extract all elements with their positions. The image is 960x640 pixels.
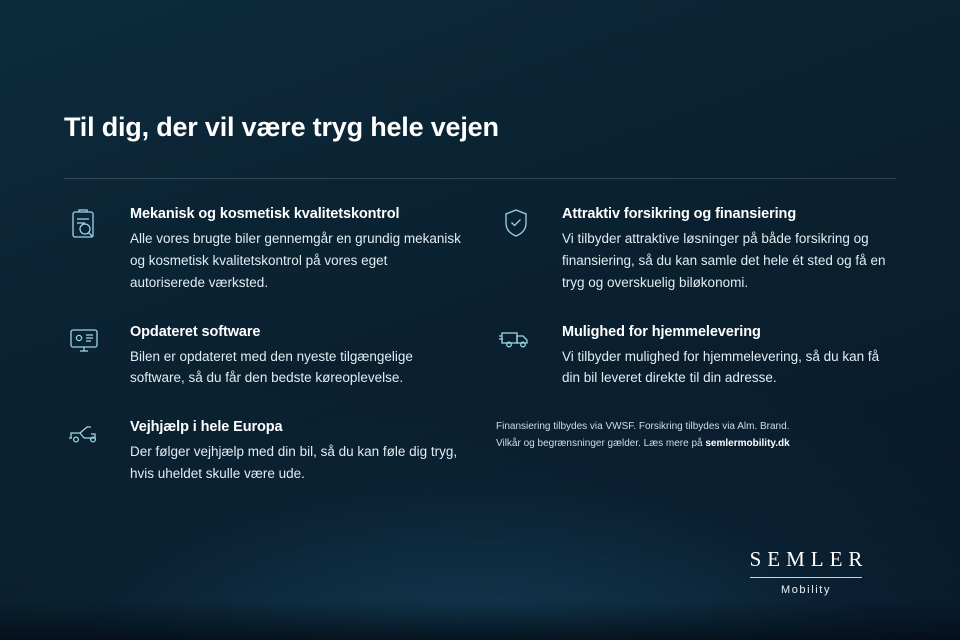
feature-heading: Vejhjælp i hele Europa: [130, 419, 283, 436]
feature-insurance-financing: [496, 206, 896, 294]
feature-body: Der følger vejhjælp med din bil, så du kan føle dig tryg, hvis uheldet skulle være ude.: [130, 444, 458, 482]
clipboard-search-icon: [64, 208, 104, 242]
feature-home-delivery: [496, 324, 896, 390]
tow-truck-icon: [64, 421, 104, 455]
logo-subtitle: Mobility: [780, 584, 832, 596]
page-title: Til dig, der vil være tryg hele vejen: [64, 112, 499, 142]
feature-roadside-assistance: [64, 419, 464, 485]
features-column-right: [496, 206, 896, 452]
legal-line-1: Finansiering tilbydes via VWSF. Forsikring tilbydes via Alm. Brand.: [496, 421, 790, 433]
logo-wordmark: SEMLER: [749, 547, 869, 571]
feature-body: Vi tilbyder mulighed for hjemmelevering, så du kan få din bil leveret direkte til din adresse.: [562, 348, 880, 386]
feature-heading: Attraktiv forsikring og finansiering: [562, 206, 797, 222]
title-divider: [64, 178, 896, 179]
legal-link[interactable]: semlermobility.dk: [705, 437, 790, 449]
logo-rule: [750, 577, 862, 578]
legal-disclaimer: [496, 419, 896, 452]
delivery-truck-icon: [496, 326, 536, 360]
feature-body: Vi tilbyder attraktive løsninger på både forsikring og finansiering, så du kan samle det hele ét sted og få en tryg og overskuelig biløkonomi.: [562, 231, 886, 290]
feature-heading: Mekanisk og kosmetisk kvalitetskontrol: [130, 206, 400, 222]
legal-line-2-text: Vilkår og begrænsninger gælder. Læs mere på: [496, 437, 706, 449]
feature-heading: Opdateret software: [130, 323, 261, 340]
feature-quality-control: [64, 206, 464, 294]
legal-line-2: [496, 436, 896, 453]
feature-body: Bilen er opdateret med den nyeste tilgængelige software, så du får den bedste køreoplevelse.: [130, 348, 413, 386]
features-column-left: [64, 206, 464, 515]
semler-mobility-logo: [716, 547, 896, 596]
monitor-software-icon: [64, 326, 104, 360]
shield-check-icon: [496, 208, 536, 242]
feature-heading: Mulighed for hjemmelevering: [562, 323, 761, 340]
feature-body: Alle vores brugte biler gennemgår en grundig mekanisk og kosmetisk kvalitetskontrol på vores eget autoriserede værksted.: [130, 231, 461, 290]
feature-updated-software: [64, 324, 464, 390]
